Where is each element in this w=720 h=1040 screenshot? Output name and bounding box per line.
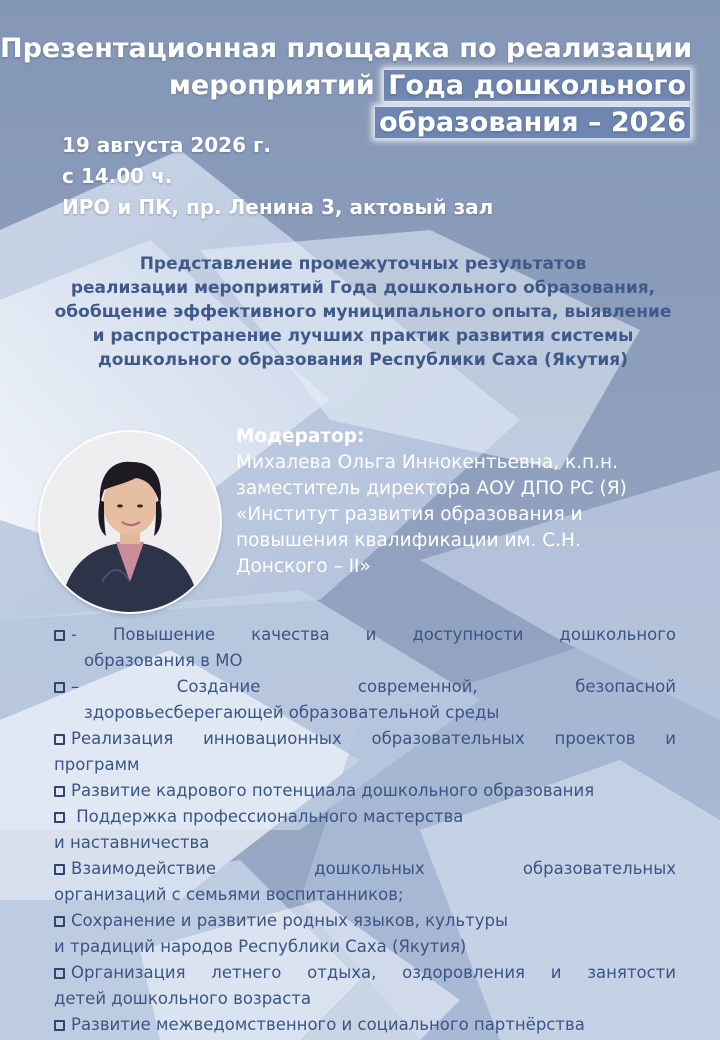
list-item	[54, 778, 676, 804]
event-date: 19 августа 2026 г.	[62, 133, 272, 157]
checkbox-icon	[54, 916, 65, 927]
moderator-line: заместитель директора АОУ ДПО РС (Я)	[236, 478, 627, 499]
topic-text: Реализация инновационных образовательных проектов и	[71, 729, 676, 748]
event-place: ИРО и ПК, пр. Ленина 3, актовый зал	[62, 195, 494, 219]
topic-text: Организация летнего отдыха, оздоровления и занятости	[71, 963, 676, 982]
title-highlight-2: образования – 2026	[375, 107, 690, 138]
checkbox-icon	[54, 968, 65, 979]
list-item	[54, 1012, 676, 1038]
list-item	[54, 674, 676, 726]
topic-text-cont: образования в МО	[84, 651, 243, 670]
topic-text-cont: программ	[54, 755, 140, 774]
topic-text: - Повышение качества и доступности дошкольного	[71, 625, 676, 644]
event-details	[62, 130, 493, 223]
page-title	[0, 30, 693, 141]
checkbox-icon	[54, 630, 65, 641]
title-line-2-plain: мероприятий	[168, 70, 385, 101]
list-item	[54, 856, 676, 908]
list-item	[54, 908, 676, 960]
topic-text: Поддержка профессионального мастерства	[71, 807, 464, 826]
topic-text-cont: и наставничества	[54, 833, 210, 852]
moderator-line: повышения квалификации им. С.Н.	[236, 530, 581, 551]
topic-text-cont: детей дошкольного возраста	[54, 989, 312, 1008]
topic-text: Взаимодействие дошкольных образовательных	[71, 859, 676, 878]
lead-description	[14, 252, 712, 372]
topic-text: – Создание современной, безопасной	[71, 677, 676, 696]
title-highlight-1: Года дошкольного	[384, 70, 690, 101]
list-item	[54, 622, 676, 674]
lead-line: и распространение лучших практик развития системы	[92, 326, 634, 346]
checkbox-icon	[54, 734, 65, 745]
topic-text-cont: и традиций народов Республики Саха (Якутия)	[54, 937, 467, 956]
lead-line: дошкольного образования Республики Саха (Якутия)	[98, 350, 628, 370]
topic-text: Сохранение и развитие родных языков, культуры	[71, 911, 509, 930]
moderator-line: Донского – II»	[236, 556, 371, 577]
checkbox-icon	[54, 812, 65, 823]
checkbox-icon	[54, 786, 65, 797]
moderator-info	[236, 424, 706, 580]
list-item	[54, 726, 676, 778]
checkbox-icon	[54, 682, 65, 693]
lead-line: Представление промежуточных результатов	[139, 254, 587, 274]
event-time: с 14.00 ч.	[62, 164, 173, 188]
title-line-2	[0, 67, 690, 104]
topic-text-cont: организаций с семьями воспитанников;	[54, 885, 404, 904]
moderator-label: Модератор:	[236, 426, 365, 447]
topic-text: Развитие кадрового потенциала дошкольного образования	[71, 781, 595, 800]
topic-text-cont: здоровьесберегающей образовательной среды	[84, 703, 500, 722]
lead-line: реализации мероприятий Года дошкольного образования,	[70, 278, 656, 298]
list-item	[54, 960, 676, 1012]
list-item	[54, 804, 676, 856]
checkbox-icon	[54, 1020, 65, 1031]
topics-list	[54, 622, 676, 1038]
lead-line: обобщение эффективного муниципального опыта, выявление	[54, 302, 672, 322]
moderator-line: Михалева Ольга Иннокентьевна, к.п.н.	[236, 452, 618, 473]
topic-text: Развитие межведомственного и социального партнёрства	[71, 1015, 585, 1034]
title-line-1: Презентационная площадка по реализации	[0, 33, 693, 64]
moderator-photo	[40, 432, 220, 612]
checkbox-icon	[54, 864, 65, 875]
moderator-line: «Институт развития образования и	[236, 504, 583, 525]
